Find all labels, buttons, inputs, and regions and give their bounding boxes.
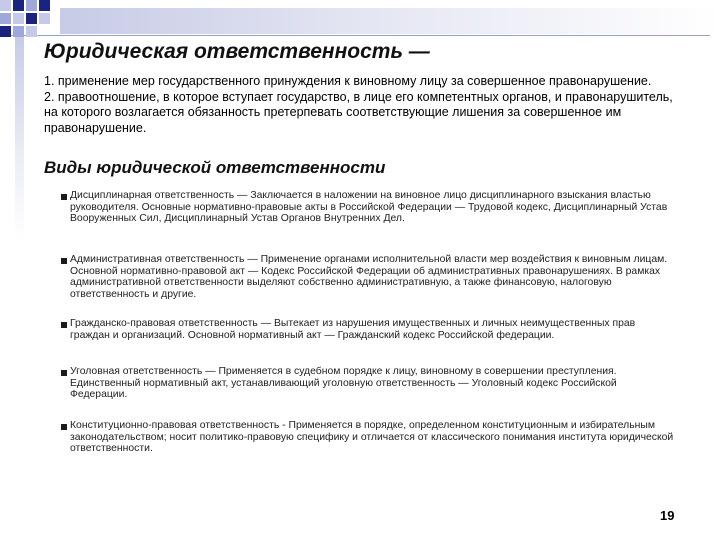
header-gradient-bar (60, 8, 720, 34)
definition-2: 2. правоотношение, в которое вступает государство, в лице его компетентных органов, и правонарушитель, на которого возлагается обязанность претерпевать соответствующие лишения за совершенное им правонарушение. (44, 89, 673, 135)
square-bullet-icon (61, 424, 67, 430)
list-item-text: Уголовная ответственность — Применяется в судебном порядке к лицу, виновному в совершении преступления. Единственный нормативный акт, устанавливающий уголовную ответственность — Уголовный кодекс Российской Федерации. (70, 366, 617, 401)
definitions-block (44, 74, 684, 136)
square-bullet-icon (61, 322, 67, 328)
page-number: 19 (660, 508, 675, 523)
list-item-text: Дисциплинарная ответственность — Заключается в наложении на виновное лицо дисциплинарного взыскания властью руководителя. Основные нормативно-правовые акты в Российской Федерации — Трудовой кодекс, Дисциплинарный Устав Вооруженных Сил, Дисциплинарный Устав Органов Внутренних Дел. (70, 190, 668, 225)
header-divider (10, 35, 710, 36)
square-bullet-icon (61, 370, 67, 376)
definition-1: 1. применение мер государственного принуждения к виновному лицу за совершенное правонарушение. (44, 74, 652, 88)
list-item-text: Гражданско-правовая ответственность — Вытекает из нарушения имущественных и личных неимущественных прав граждан и организаций. Основной нормативный акт — Гражданский кодекс Российской федерации. (70, 318, 636, 341)
side-gradient-bar (15, 36, 24, 241)
slide-title: Юридическая ответственность — (44, 40, 430, 63)
square-bullet-icon (61, 194, 67, 200)
section-subtitle: Виды юридической ответственности (44, 158, 386, 177)
list-item-text: Конституционно-правовая ответственность - Применяется в порядке, определенном конституционным и избирательным законодательством; носит политико-правовую специфику и отличается от классического понимания института юридической ответственности. (70, 420, 674, 455)
square-bullet-icon (61, 258, 67, 264)
list-item-text: Административная ответственность — Применение органами исполнительной власти мер воздействия к виновным лицам. Основной нормативно-правовой акт — Кодекс Российской Федерации об административных правонарушениях. В рамках административной ответственности выделяют собственно административную, а также финансовую, налоговую ответственность и другие. (70, 254, 668, 300)
